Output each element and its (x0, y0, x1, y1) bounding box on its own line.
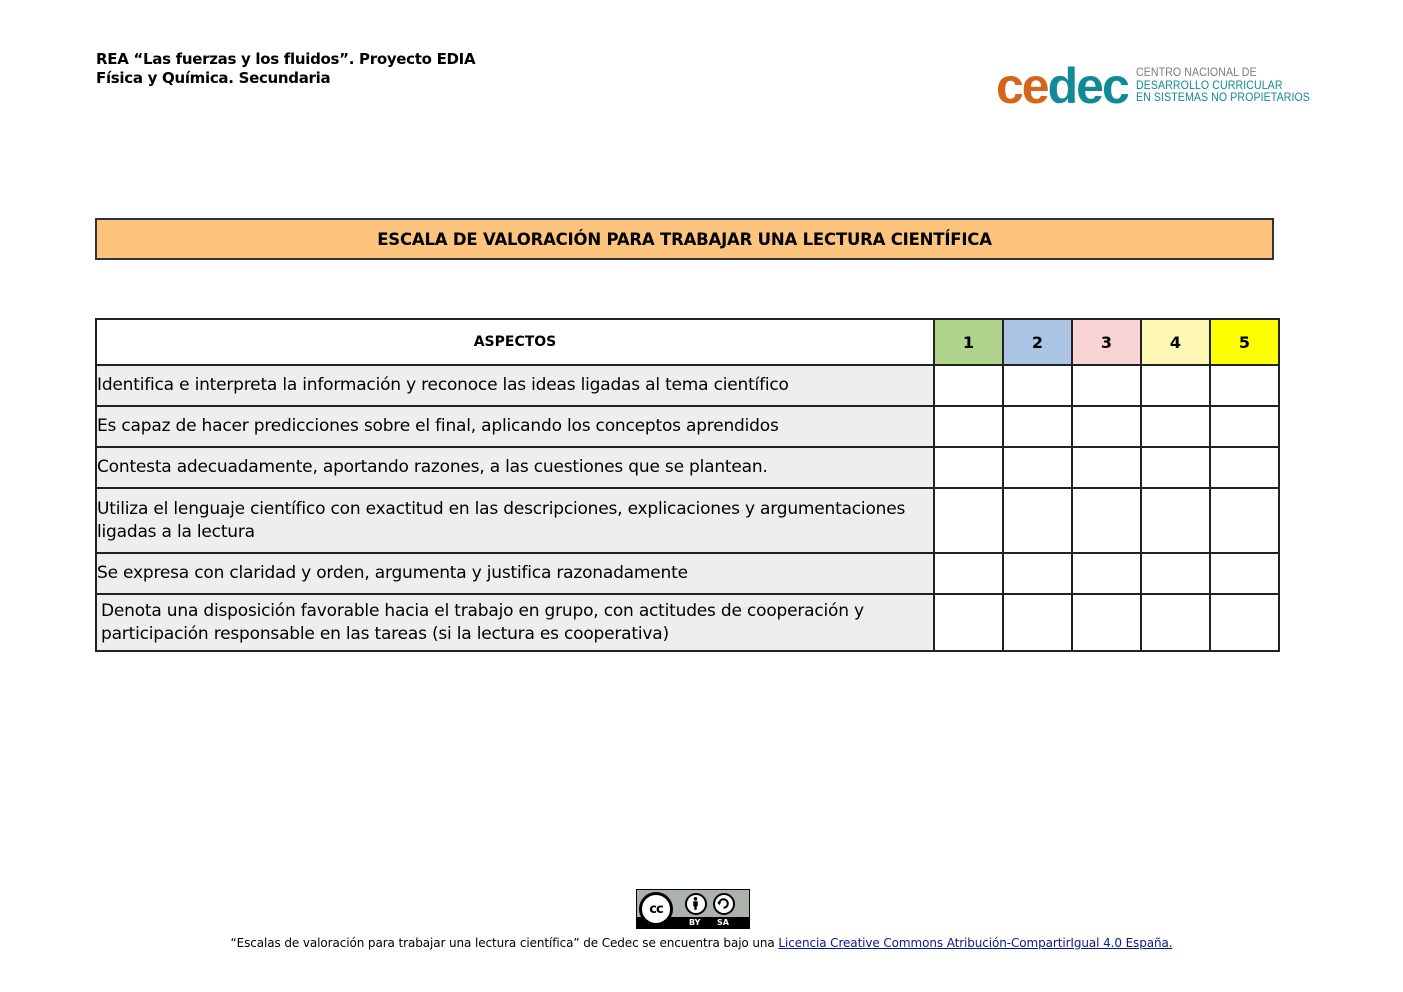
rating-cell-3[interactable] (1072, 594, 1141, 651)
rating-cell-3[interactable] (1072, 488, 1141, 553)
rating-cell-4[interactable] (1141, 594, 1210, 651)
aspect-text: Utiliza el lenguaje científico con exactitud en las descripciones, explicaciones y argumentaciones ligadas a la lectura (96, 488, 934, 553)
table-row (96, 365, 1279, 406)
rating-cell-3[interactable] (1072, 447, 1141, 488)
attribution-icon (685, 893, 707, 915)
rating-cell-4[interactable] (1141, 406, 1210, 447)
rating-cell-2[interactable] (1003, 406, 1072, 447)
license-link[interactable]: Licencia Creative Commons Atribución-CompartirIgual 4.0 España. (778, 936, 1173, 950)
rating-scale-table (95, 318, 1280, 652)
rating-cell-2[interactable] (1003, 553, 1072, 594)
rating-cell-5[interactable] (1210, 488, 1279, 553)
rating-cell-1[interactable] (934, 365, 1003, 406)
cc-by-label: BY (689, 918, 701, 927)
logo-word-dec: dec (1047, 58, 1128, 114)
cc-icon: cc (639, 892, 673, 926)
aspect-text: Se expresa con claridad y orden, argumenta y justifica razonadamente (96, 553, 934, 594)
rating-cell-3[interactable] (1072, 406, 1141, 447)
cedec-logo-wordmark (996, 58, 1128, 114)
rating-cell-3[interactable] (1072, 553, 1141, 594)
scale-title: ESCALA DE VALORACIÓN PARA TRABAJAR UNA LECTURA CIENTÍFICA (95, 218, 1274, 260)
level-header-5: 5 (1210, 319, 1279, 365)
rating-cell-5[interactable] (1210, 447, 1279, 488)
rating-cell-4[interactable] (1141, 553, 1210, 594)
header-project-line: REA “Las fuerzas y los fluidos”. Proyecto EDIA (96, 50, 476, 68)
aspect-text: Contesta adecuadamente, aportando razones, a las cuestiones que se plantean. (96, 447, 934, 488)
rating-cell-4[interactable] (1141, 488, 1210, 553)
logo-tagline-line1: CENTRO NACIONAL DE (1135, 67, 1257, 80)
rating-cell-5[interactable] (1210, 553, 1279, 594)
rating-cell-1[interactable] (934, 553, 1003, 594)
rating-cell-1[interactable] (934, 488, 1003, 553)
share-alike-icon (713, 893, 735, 915)
cedec-logo-tagline (1136, 67, 1310, 105)
rating-cell-5[interactable] (1210, 594, 1279, 651)
license-footer (0, 936, 1403, 950)
rating-cell-2[interactable] (1003, 365, 1072, 406)
rating-cell-5[interactable] (1210, 365, 1279, 406)
cc-by-sa-badge[interactable] (636, 889, 750, 929)
logo-tagline-line2: DESARROLLO CURRICULAR (1135, 79, 1283, 92)
level-header-1: 1 (934, 319, 1003, 365)
logo-tagline-line3: EN SISTEMAS NO PROPIETARIOS (1135, 92, 1310, 105)
rating-cell-4[interactable] (1141, 447, 1210, 488)
rating-cell-5[interactable] (1210, 406, 1279, 447)
level-header-2: 2 (1003, 319, 1072, 365)
level-header-3: 3 (1072, 319, 1141, 365)
aspects-header: ASPECTOS (96, 319, 934, 365)
rating-cell-4[interactable] (1141, 365, 1210, 406)
table-row (96, 553, 1279, 594)
table-row (96, 594, 1279, 651)
cc-sa-label: SA (717, 918, 729, 927)
aspect-text: Denota una disposición favorable hacia el trabajo en grupo, con actitudes de cooperación y participación responsable en las tareas (si la lectura es cooperativa) (96, 594, 934, 651)
rating-cell-1[interactable] (934, 594, 1003, 651)
rating-cell-2[interactable] (1003, 594, 1072, 651)
level-header-4: 4 (1141, 319, 1210, 365)
table-row (96, 447, 1279, 488)
rating-cell-1[interactable] (934, 406, 1003, 447)
license-text: “Escalas de valoración para trabajar una lectura científica” de Cedec se encuentra bajo una (230, 936, 779, 950)
rating-cell-2[interactable] (1003, 447, 1072, 488)
table-row (96, 488, 1279, 553)
document-header (96, 50, 475, 88)
rating-cell-3[interactable] (1072, 365, 1141, 406)
rating-cell-1[interactable] (934, 447, 1003, 488)
table-row (96, 406, 1279, 447)
header-subject-line: Física y Química. Secundaria (96, 69, 331, 87)
table-header-row (96, 319, 1279, 365)
rating-cell-2[interactable] (1003, 488, 1072, 553)
aspect-text: Es capaz de hacer predicciones sobre el final, aplicando los conceptos aprendidos (96, 406, 934, 447)
cedec-logo (996, 60, 1325, 112)
aspect-text: Identifica e interpreta la información y reconoce las ideas ligadas al tema científico (96, 365, 934, 406)
logo-word-ce: ce (996, 58, 1048, 114)
